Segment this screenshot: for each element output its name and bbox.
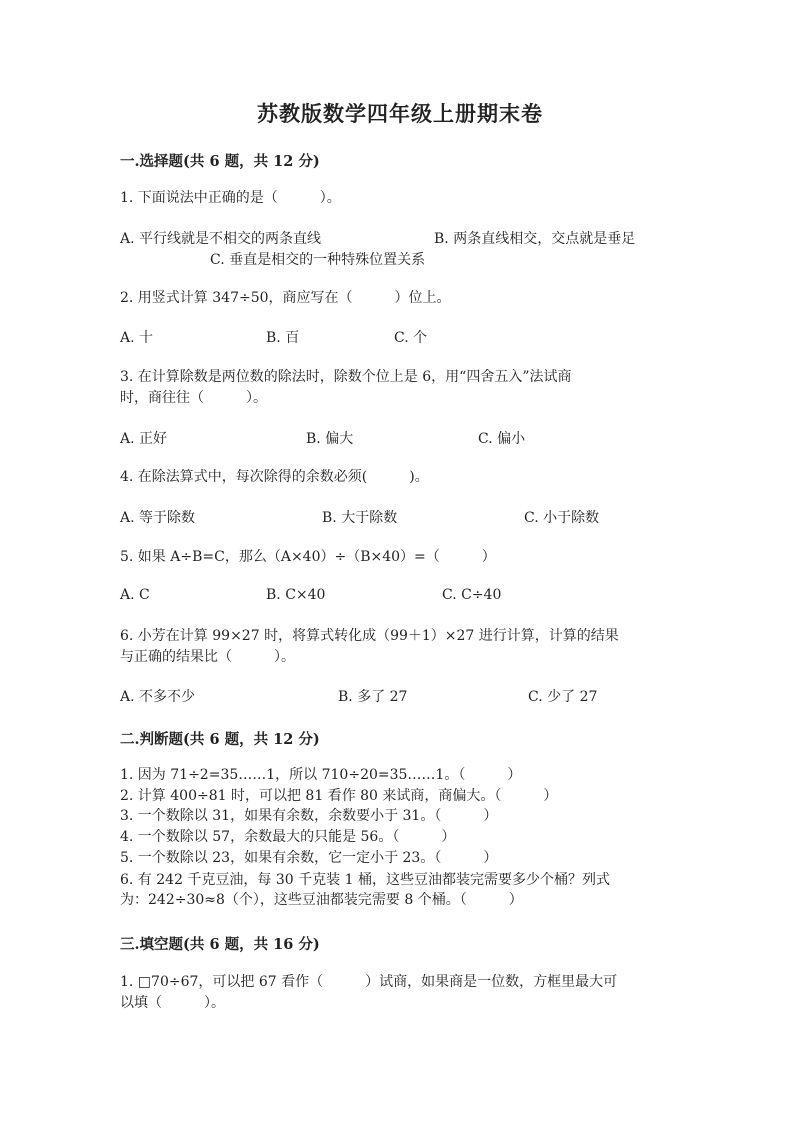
question-3-stem-line2: 时，商往往（ ）。 (120, 390, 267, 406)
question-2-option-b: B. 百 (266, 330, 300, 346)
question-6-option-b: B. 多了 27 (338, 689, 408, 705)
question-3-option-a: A. 正好 (120, 431, 168, 447)
question-3-option-c: C. 偏小 (478, 431, 526, 447)
question-5-option-a: A. C (120, 587, 150, 603)
question-6-stem-line2: 与正确的结果比（ ）。 (120, 649, 295, 665)
judgement-item-5: 5. 一个数除以 23，如果有余数，它一定小于 23。（ ） (120, 850, 498, 866)
question-6-stem-line1: 6. 小芳在计算 99×27 时，将算式转化成（99＋1）×27 进行计算，计算的结果 (120, 628, 619, 644)
question-1-option-c: C. 垂直是相交的一种特殊位置关系 (210, 252, 426, 268)
question-1-stem: 1. 下面说法中正确的是（ ）。 (120, 190, 341, 206)
question-6-option-a: A. 不多不少 (120, 689, 196, 705)
fill-question-1-line2: 以填（ ）。 (120, 995, 225, 1011)
judgement-item-2: 2. 计算 400÷81 时，可以把 81 看作 80 来试商，商偏大。（ ） (120, 788, 558, 804)
question-6-option-c: C. 少了 27 (528, 689, 598, 705)
judgement-item-6-line2: 为：242÷30≈8（个），这些豆油都装完需要 8 个桶。（ ） (120, 892, 523, 908)
section-heading-fill-blank: 三.填空题(共 6 题，共 16 分) (120, 936, 320, 953)
question-5-stem: 5. 如果 A÷B=C，那么（A×40）÷（B×40）=（ ） (120, 549, 496, 565)
exam-title: 苏教版数学四年级上册期末卷 (257, 101, 543, 126)
section-heading-judgement: 二.判断题(共 6 题，共 12 分) (120, 731, 320, 748)
judgement-item-3: 3. 一个数除以 31，如果有余数，余数要小于 31。（ ） (120, 808, 498, 824)
question-2-stem: 2. 用竖式计算 347÷50，商应写在（ ）位上。 (120, 290, 451, 306)
question-3-option-b: B. 偏大 (306, 431, 354, 447)
question-4-option-c: C. 小于除数 (524, 510, 600, 526)
question-4-option-b: B. 大于除数 (322, 510, 398, 526)
question-2-option-a: A. 十 (120, 330, 154, 346)
question-4-stem: 4. 在除法算式中，每次除得的余数必须( )。 (120, 469, 429, 485)
question-5-option-b: B. C×40 (266, 587, 326, 603)
question-2-option-c: C. 个 (394, 330, 428, 346)
fill-question-1-line1: 1. □70÷67，可以把 67 看作（ ）试商，如果商是一位数，方框里最大可 (120, 974, 618, 990)
judgement-item-1: 1. 因为 71÷2=35……1，所以 710÷20=35……1。（ ） (120, 767, 522, 783)
question-5-option-c: C. C÷40 (442, 587, 502, 603)
judgement-item-4: 4. 一个数除以 57，余数最大的只能是 56。（ ） (120, 829, 456, 845)
section-heading-choice: 一.选择题(共 6 题，共 12 分) (120, 153, 320, 170)
question-3-stem-line1: 3. 在计算除数是两位数的除法时，除数个位上是 6，用“四舍五入”法试商 (120, 369, 572, 385)
question-1-option-a: A. 平行线就是不相交的两条直线 (120, 231, 322, 247)
judgement-item-6-line1: 6. 有 242 千克豆油，每 30 千克装 1 桶，这些豆油都装完需要多少个桶？列式 (120, 872, 610, 888)
question-1-option-b: B. 两条直线相交，交点就是垂足 (434, 231, 636, 247)
question-4-option-a: A. 等于除数 (120, 510, 196, 526)
